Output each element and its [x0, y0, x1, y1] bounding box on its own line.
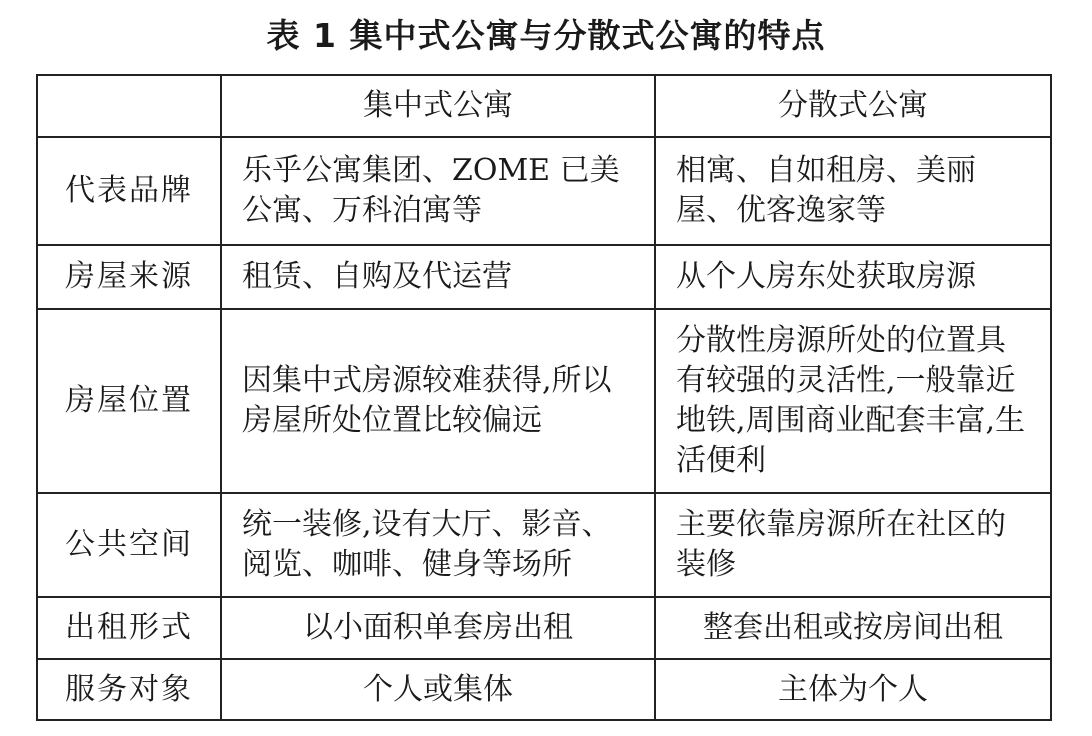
table-header-row	[37, 75, 1051, 137]
cell-centralized: 租赁、自购及代运营	[221, 245, 655, 309]
table-row	[37, 493, 1051, 597]
table-row	[37, 245, 1051, 309]
row-label: 房屋来源	[37, 245, 221, 309]
cell-centralized: 因集中式房源较难获得,所以房屋所处位置比较偏远	[221, 309, 655, 493]
row-label: 代表品牌	[37, 137, 221, 245]
cell-dispersed: 分散性房源所处的位置具有较强的灵活性,一般靠近地铁,周围商业配套丰富,生活便利	[655, 309, 1051, 493]
row-label: 服务对象	[37, 659, 221, 720]
cell-centralized: 乐乎公寓集团、ZOME 已美公寓、万科泊寓等	[221, 137, 655, 245]
cell-centralized: 以小面积单套房出租	[221, 597, 655, 659]
cell-centralized: 个人或集体	[221, 659, 655, 720]
row-label: 房屋位置	[37, 309, 221, 493]
table-row	[37, 309, 1051, 493]
header-empty-cell	[37, 75, 221, 137]
table-caption: 表 1 集中式公寓与分散式公寓的特点	[266, 16, 826, 55]
header-centralized: 集中式公寓	[221, 75, 655, 137]
cell-dispersed: 主体为个人	[655, 659, 1051, 720]
comparison-table	[36, 74, 1052, 721]
header-dispersed: 分散式公寓	[655, 75, 1051, 137]
table-row	[37, 137, 1051, 245]
row-label: 公共空间	[37, 493, 221, 597]
cell-dispersed: 从个人房东处获取房源	[655, 245, 1051, 309]
table-row	[37, 659, 1051, 720]
row-label: 出租形式	[37, 597, 221, 659]
cell-dispersed: 整套出租或按房间出租	[655, 597, 1051, 659]
table-row	[37, 597, 1051, 659]
cell-centralized: 统一装修,设有大厅、影音、阅览、咖啡、健身等场所	[221, 493, 655, 597]
cell-dispersed: 主要依靠房源所在社区的装修	[655, 493, 1051, 597]
cell-dispersed: 相寓、自如租房、美丽屋、优客逸家等	[655, 137, 1051, 245]
